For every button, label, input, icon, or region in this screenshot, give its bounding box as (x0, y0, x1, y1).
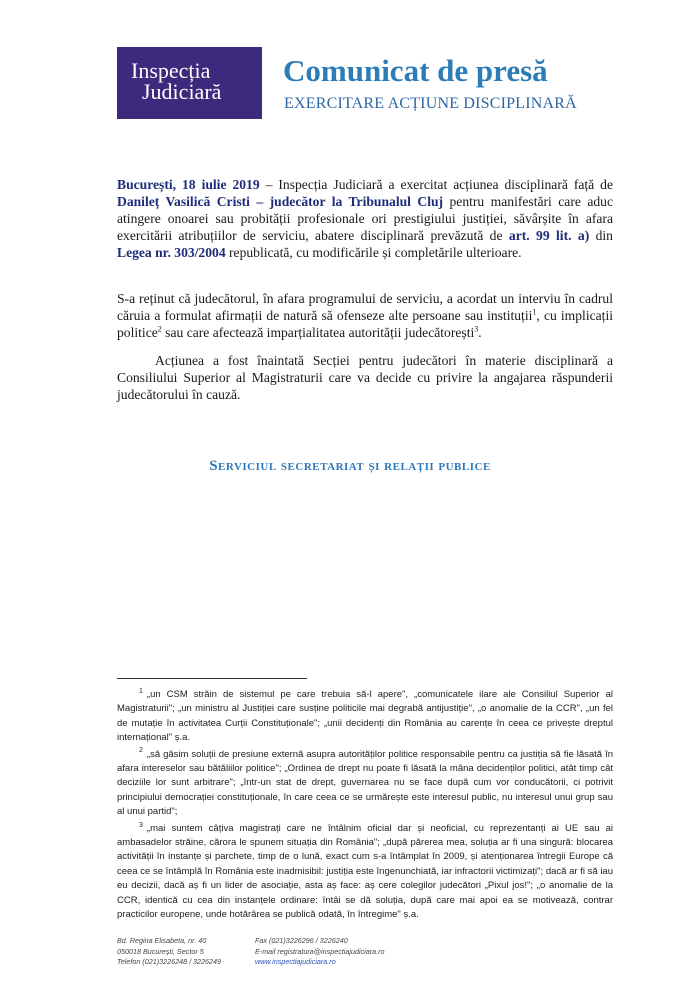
address-line-2: 050018 București, Sector 5 (117, 946, 204, 956)
fax-number: Fax (021)3226296 / 3226240 (255, 936, 348, 945)
footnote-3 (117, 822, 613, 923)
paragraph-findings (117, 290, 613, 341)
page-title: Comunicat de presă (283, 53, 548, 88)
contact-electronic (255, 936, 385, 968)
footnote-separator (117, 678, 307, 679)
footnote-2 (117, 748, 613, 820)
judge-name: Danileț Vasilică Cristi – judecător la Tribunalul Cluj (117, 194, 444, 209)
paragraph-announcement (117, 176, 613, 261)
footnote-text: „să găsim soluții de presiune externă asupra autorităților politice responsabile pentru ca justiția să fie lăsată în afara intereselor sau bătăliilor politice"; „Ordinea de drept nu poate fi lăsată la mâna decidenților politici, atât timp cât deciziile lor sunt arbitrare"; „într-un stat de drept, guvernarea nu se face după cum vor conducătorii, ci potrivit principiului democrației constituționale, în care ceea ce se urmărește este interesul public, nu interesul unui grup sau al unui partid"; (117, 748, 613, 818)
footnote-text: „mai suntem câțiva magistrați care ne întâlnim oficial dar și neoficial, cu reprezentanți ai UE sau ai ambasadelor străine, cărora le spunem situația din România"; „după părerea mea, soluția ar fi una singură: blocarea activității în instanțe și parchete, timp de o lună, exact cum s-a întâmplat în 2009, și atenționarea întregii Europe că ceea ce se întâmplă în România este inadmisibil: justiția este îngenunchiată, iar infractorii victimizați"; dacă ar fi să iau eu decizii, dacă aș fi un lider de asociație, asta aș face: aș cere colegilor judecători „Pixul jos!"; „o anomalie de la CCR, identică cu cea din instanțele ordinare: întâi se dă soluția, după care mai apoi ea se motivează, contrar practicilor europene, unde hotărârea se publică odată, în întregime" ș.a. (117, 822, 613, 921)
address-line-1: Bd. Regina Elisabeta, nr. 40 (117, 936, 207, 945)
footnote-ref-1: 1 (532, 307, 537, 317)
institution-logo (117, 47, 262, 119)
contact-address (117, 936, 221, 968)
paragraph-text: sau care afectează imparțialitatea autorității judecătorești (161, 325, 475, 340)
press-date: București, 18 iulie 2019 (117, 177, 260, 192)
paragraph-text: – Inspecția Judiciară a exercitat acțiunea disciplinară față de (259, 177, 614, 192)
phone-number: Telefon (021)3226248 / 3226249 (117, 957, 222, 966)
footnote-text: „un CSM străin de sistemul pe care trebuia să-l apere", „comunicatele ilare ale Consiliul Superior al Magistraturii"; „un ministru al Justiției care susține politicile mai degrabă antijustiție", „o anomalie de la CCR", „un fel de mutație în activitatea Curții Constituționale"; „unii decidenți din România au carențe în ceea ce privește dreptul internațional" ș.a. (117, 689, 613, 744)
footnote-number: 1 (139, 687, 143, 695)
paragraph-text: din (589, 228, 613, 243)
footnote-number: 3 (139, 821, 143, 829)
paragraph-text: S-a reținut că judecătorul, în afara programului de serviciu, a acordat un interviu în cadrul căruia a formulat afirmații de natură să ofenseze alte persoane sau instituții (117, 291, 613, 323)
law-reference: Legea nr. 303/2004 (117, 245, 226, 260)
article-reference: art. 99 lit. a) (508, 228, 590, 243)
footnote-number: 2 (139, 747, 143, 755)
footnotes (117, 688, 613, 925)
logo-line-1: Inspecția (131, 58, 211, 83)
footnote-ref-2: 2 (157, 324, 162, 334)
paragraph-text: republicată, cu modificările și completările ulterioare. (225, 245, 522, 260)
website-link[interactable]: www.inspectiajudiciara.ro (255, 957, 336, 966)
footnote-ref-3: 3 (474, 324, 479, 334)
logo-line-2: Judiciară (142, 79, 222, 104)
page-subtitle: EXERCITARE ACȚIUNE DISCIPLINARĂ (284, 95, 577, 112)
paragraph-referral: Acțiunea a fost înaintată Secției pentru judecători în materie disciplinară a Consiliului Superior al Magistraturii care va decide cu privire la angajarea răspunderii judecătorului în cauză. (117, 353, 613, 402)
paragraph-text: . (478, 325, 482, 340)
section-heading: Serviciul secretariat și relații publice (209, 458, 491, 474)
footnote-1 (117, 688, 613, 746)
paragraph-text: , cu implicații politice (117, 308, 614, 340)
email-address: E-mail registratura@inspectiajudiciara.ro (255, 946, 385, 956)
paragraph-text: pentru manifestări care aduc atingere onoarei sau probității profesionale ori prestigiului justiției, săvârșite în afara exercitării atribuțiilor de serviciu, abatere disciplinară prevăzută de (117, 194, 613, 243)
